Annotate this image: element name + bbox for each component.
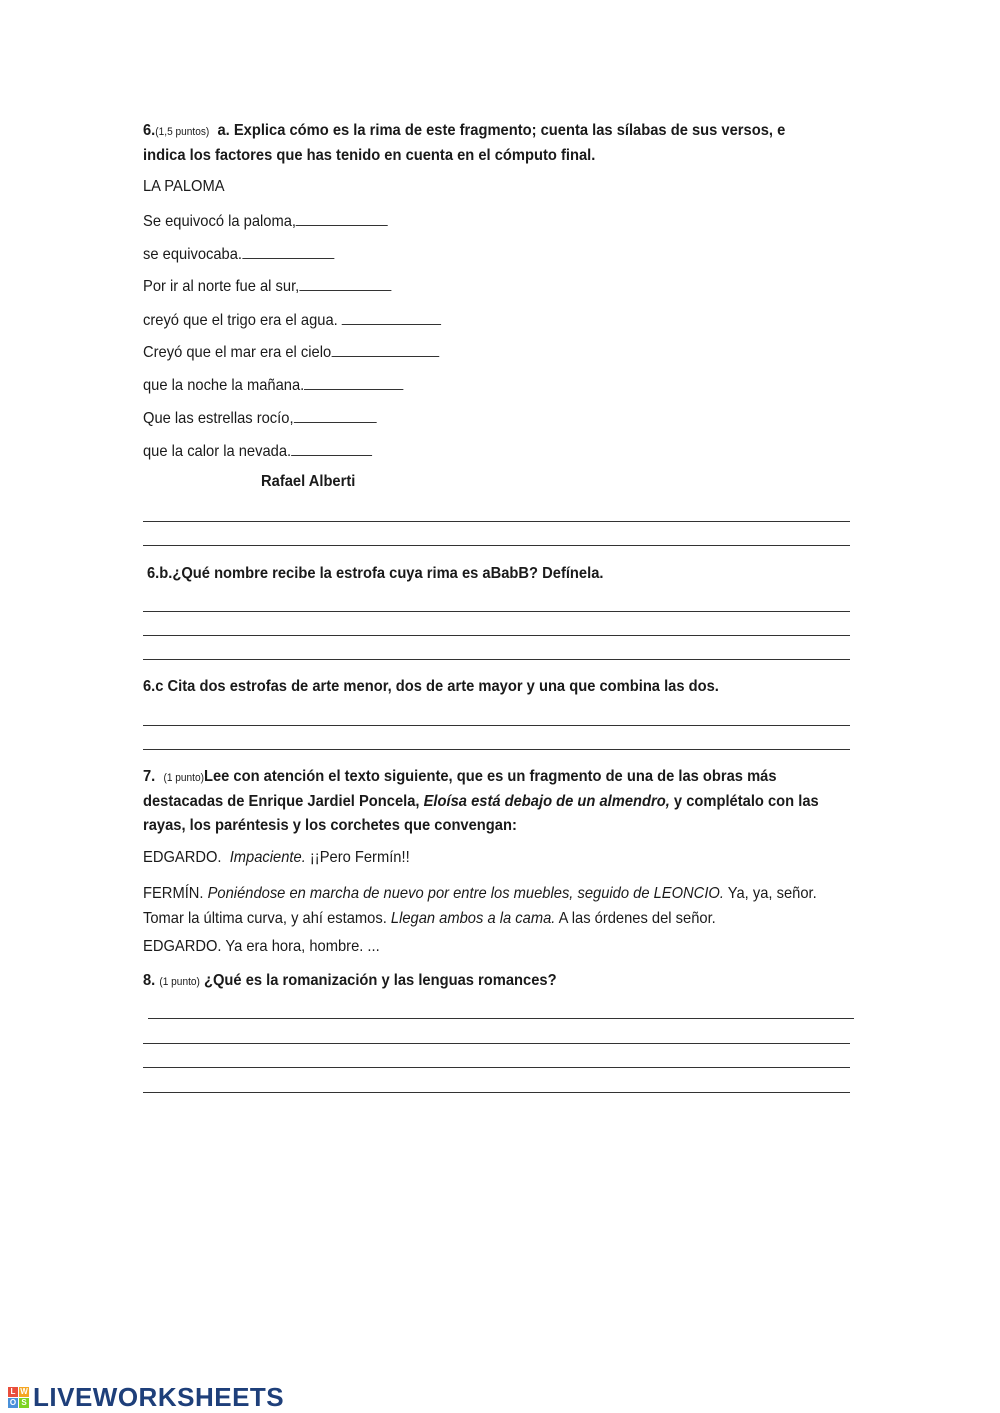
answer-line[interactable] xyxy=(143,1092,850,1093)
question-points: (1,5 puntos) xyxy=(155,126,210,138)
dialogue-line-1: EDGARDO. Impaciente. ¡¡Pero Fermín!! xyxy=(143,849,410,866)
question-8 xyxy=(143,969,557,994)
answer-blank[interactable] xyxy=(296,211,388,226)
logo-text: LIVEWORKSHEETS xyxy=(33,1382,285,1412)
stage-direction: Impaciente. xyxy=(229,849,306,866)
question-7-line-1: Lee con atención el texto siguiente, que es un fragmento de una de las obras más xyxy=(203,768,777,785)
question-7: 7. (1 punto)Lee con atención el texto siguiente, que es un fragmento de una de las obras más destacadas de Enrique Jardiel Poncela, Eloísa está debajo de un almendro, y complétalo con las rayas, los paréntesis y los corchetes que convengan: xyxy=(143,768,819,834)
question-number: 8. xyxy=(143,972,156,989)
dialogue-line-4: EDGARDO. Ya era hora, hombre. ... xyxy=(143,938,380,955)
answer-line[interactable] xyxy=(143,1043,850,1044)
poem-author: Rafael Alberti xyxy=(261,473,356,490)
answer-blank[interactable] xyxy=(242,244,334,259)
answer-line[interactable] xyxy=(143,521,850,522)
answer-blank[interactable] xyxy=(294,408,377,423)
logo-tiles-icon: L W O S xyxy=(9,1387,28,1407)
answer-line[interactable] xyxy=(143,611,850,612)
answer-line[interactable] xyxy=(143,635,850,636)
question-7-line-3: rayas, los paréntesis y los corchetes que convengan: xyxy=(143,817,517,834)
answer-line[interactable] xyxy=(143,545,850,546)
question-6b: 6.b.¿Qué nombre recibe la estrofa cuya rima es aBabB? Defínela. xyxy=(147,565,604,582)
answer-line[interactable] xyxy=(148,1018,854,1019)
answer-blank[interactable] xyxy=(304,375,403,390)
answer-line[interactable] xyxy=(143,749,850,750)
question-points: (1 punto) xyxy=(159,976,200,988)
question-6a-line-1: a. Explica cómo es la rima de este fragmento; cuenta las sílabas de sus versos, e xyxy=(217,122,786,139)
poem-verse-2: se equivocaba. xyxy=(143,244,334,264)
work-title: Eloísa está debajo de un almendro, xyxy=(423,793,670,810)
question-7-line-2: destacadas de Enrique Jardiel Poncela, xyxy=(143,793,424,810)
answer-blank[interactable] xyxy=(331,342,439,357)
dialogue-line-2: FERMÍN. Poniéndose en marcha de nuevo por entre los muebles, seguido de LEONCIO. Ya, ya, señor. Tomar la última curva, y ahí estamos. Llegan ambos a la cama. A las órdenes del señor. xyxy=(143,885,817,927)
answer-blank[interactable] xyxy=(299,276,391,291)
poem-verse-8: que la calor la nevada. xyxy=(143,441,372,461)
question-points: (1 punto) xyxy=(163,772,204,784)
poem-title: LA PALOMA xyxy=(143,178,225,195)
answer-blank[interactable] xyxy=(291,441,372,456)
question-6a-line-2: indica los factores que has tenido en cuenta en el cómputo final. xyxy=(143,147,596,164)
poem-verse-5: Creyó que el mar era el cielo xyxy=(143,342,439,362)
answer-blank[interactable] xyxy=(342,310,441,325)
question-8-text: ¿Qué es la romanización y las lenguas romances? xyxy=(203,972,557,989)
stage-direction: Poniéndose en marcha de nuevo por entre los muebles, seguido de LEONCIO. xyxy=(207,885,724,902)
answer-line[interactable] xyxy=(143,1067,850,1068)
answer-line[interactable] xyxy=(143,659,850,660)
poem-verse-4: creyó que el trigo era el agua. xyxy=(143,310,441,330)
liveworksheets-logo[interactable] xyxy=(8,1382,284,1413)
poem-verse-7: Que las estrellas rocío, xyxy=(143,408,376,428)
poem-verse-6: que la noche la mañana. xyxy=(143,375,404,395)
stage-direction: Llegan ambos a la cama. xyxy=(390,910,556,927)
question-6c: 6.c Cita dos estrofas de arte menor, dos de arte mayor y una que combina las dos. xyxy=(143,678,719,695)
poem-verse-1: Se equivocó la paloma, xyxy=(143,211,388,231)
question-number: 7. xyxy=(143,768,156,785)
answer-line[interactable] xyxy=(143,725,850,726)
poem-verse-3: Por ir al norte fue al sur, xyxy=(143,276,391,296)
question-6a xyxy=(143,119,785,168)
question-number: 6. xyxy=(143,122,156,139)
